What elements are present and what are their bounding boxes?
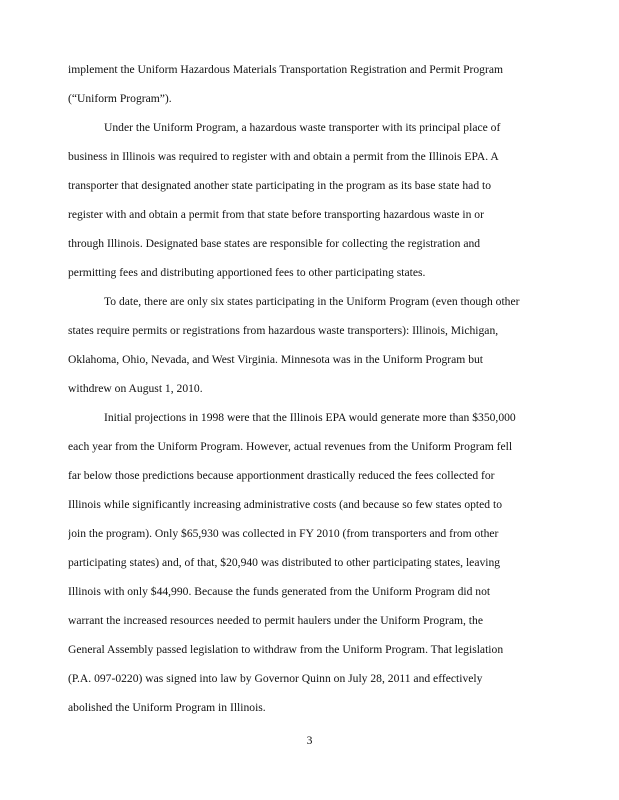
text-line: transporter that designated another state participating in the program as its base state had to	[68, 179, 492, 192]
text-line: join the program). Only $65,930 was collected in FY 2010 (from transporters and from other	[68, 527, 499, 540]
text-line: Under the Uniform Program, a hazardous waste transporter with its principal place of	[104, 121, 501, 134]
text-line: Oklahoma, Ohio, Nevada, and West Virginia. Minnesota was in the Uniform Program but	[68, 353, 484, 366]
text-line: through Illinois. Designated base states are responsible for collecting the registration and	[68, 237, 481, 250]
text-line: withdrew on August 1, 2010.	[68, 382, 203, 395]
text-line: implement the Uniform Hazardous Materials Transportation Registration and Permit Program	[68, 63, 504, 76]
text-line: abolished the Uniform Program in Illinois.	[68, 701, 266, 714]
text-line: warrant the increased resources needed to permit haulers under the Uniform Program, the	[68, 614, 483, 627]
text-line: Initial projections in 1998 were that the Illinois EPA would generate more than $350,000	[104, 411, 516, 424]
text-line: business in Illinois was required to register with and obtain a permit from the Illinois EPA. A	[68, 150, 499, 163]
text-line: To date, there are only six states participating in the Uniform Program (even though other	[104, 295, 520, 308]
body-text	[68, 55, 556, 722]
text-line: register with and obtain a permit from that state before transporting hazardous waste in or	[68, 208, 484, 221]
page-number: 3	[306, 734, 313, 747]
text-line: (“Uniform Program”).	[68, 92, 172, 105]
text-line: participating states) and, of that, $20,940 was distributed to other participating states, leaving	[68, 556, 501, 569]
text-line: states require permits or registrations from hazardous waste transporters): Illinois, Michigan,	[68, 324, 499, 337]
text-line: permitting fees and distributing apportioned fees to other participating states.	[68, 266, 426, 279]
text-line: far below those predictions because apportionment drastically reduced the fees collected for	[68, 469, 495, 482]
text-line: each year from the Uniform Program. However, actual revenues from the Uniform Program fell	[68, 440, 513, 453]
text-line: Illinois while significantly increasing administrative costs (and because so few states opted to	[68, 498, 503, 511]
text-line: Illinois with only $44,990. Because the funds generated from the Uniform Program did not	[68, 585, 491, 598]
text-line: (P.A. 097-0220) was signed into law by Governor Quinn on July 28, 2011 and effectively	[68, 672, 483, 685]
text-line: General Assembly passed legislation to withdraw from the Uniform Program. That legislation	[68, 643, 504, 656]
